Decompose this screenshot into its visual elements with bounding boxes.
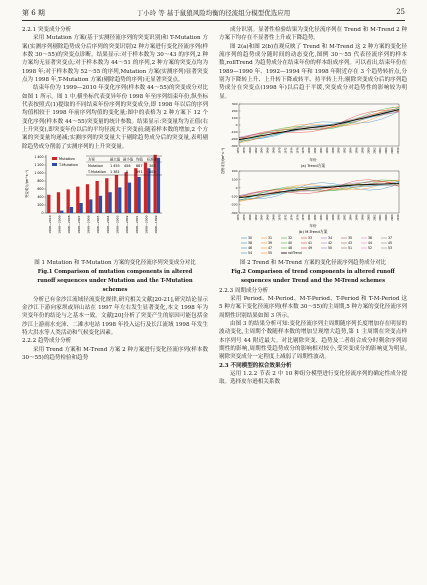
table-cell: 456	[124, 164, 131, 169]
x-tick-label: 1964	[260, 214, 264, 221]
y-tick-label: 100	[231, 177, 238, 182]
x-tick-label: 1998—2005	[96, 215, 101, 234]
x-tick-label: 2004	[379, 147, 383, 154]
x-tick-label: 1994	[349, 214, 353, 221]
x-tick-label: 1966	[266, 214, 270, 221]
section-heading: 2.2.3 周期成分分析	[219, 287, 269, 294]
bar-tmutation	[108, 192, 111, 213]
x-tick-label: 1992	[343, 147, 347, 154]
x-tick-label: 1998—1999	[154, 215, 159, 234]
table-cell: 403	[149, 170, 156, 175]
paragraph: 成分识别。显著性检验结果为变化径流序列在 Trend 和 M-Trend 2 种方案下均存在不显著性上升或下降趋势。	[219, 27, 407, 42]
y-tick-label: 100	[231, 116, 238, 121]
x-tick-label: 1968	[272, 147, 276, 154]
table-head-cell: 方案	[88, 157, 95, 162]
x-tick-label: 1998—2010	[47, 215, 52, 234]
x-tick-label: 2008	[391, 147, 395, 154]
legend-label: 54	[248, 251, 253, 256]
y-tick-label: 600	[37, 187, 44, 192]
x-tick-label: 1992	[343, 214, 347, 221]
y-tick-label: 200	[231, 169, 238, 174]
bar-tmutation	[89, 200, 92, 214]
legend-label: 45	[388, 241, 393, 246]
legend-label: 51	[348, 246, 353, 251]
x-tick-label: 1998	[361, 214, 365, 221]
table-head-cell: 最小值	[123, 157, 134, 162]
x-tick-label: 1958	[242, 147, 246, 154]
figure-1-caption-en: Fig.1 Comparison of mutation components in altered	[37, 268, 193, 275]
x-tick-label: 1976	[296, 214, 300, 221]
x-tick-label: 1990	[337, 147, 341, 154]
x-tick-label: 1970	[278, 214, 282, 221]
y-tick-label: 400	[37, 195, 44, 200]
x-tick-label: 2002	[373, 147, 377, 154]
panel-b-xlabel: 年份	[309, 224, 317, 229]
bar-mutation	[76, 187, 79, 213]
legend-label: 49	[308, 246, 313, 251]
legend-label: 30	[248, 236, 253, 241]
bar-mutation	[144, 163, 147, 213]
x-tick-label: 2010	[397, 147, 400, 154]
y-tick-label: 200	[37, 203, 44, 208]
series-line	[239, 107, 399, 142]
x-tick-label: 1962	[254, 147, 258, 154]
legend-label: 44	[368, 241, 373, 246]
y-tick-label: 1 000	[34, 171, 44, 176]
y-tick-label: -200	[230, 137, 238, 142]
x-tick-label: 1978	[302, 147, 306, 154]
bar-mutation	[86, 184, 89, 213]
y-tick-label: -300	[230, 211, 238, 216]
legend-label: 38	[248, 241, 253, 246]
x-tick-label: 2000	[367, 147, 371, 154]
legend-label: 48	[288, 246, 293, 251]
y-tick-label: 1 400	[34, 155, 44, 160]
table-cell: T-Mutation	[88, 170, 106, 175]
paragraph: 采用 Period、M-Period、M-T-Period、T-Period 和 T-M-Period 这 5 种方案下变化径流序列(样本数 30～55)的主周期,5 种方案的变化径流序列周期性识别结果如图 3 所示。	[219, 295, 407, 319]
x-tick-label: 2000	[367, 214, 371, 221]
legend-label: 41	[308, 241, 313, 246]
x-tick-label: 1990	[337, 214, 341, 221]
figure-2-line-charts	[219, 101, 407, 259]
left-column	[22, 26, 208, 582]
stats-table	[86, 156, 162, 175]
table-head-cell: 最大值	[110, 157, 121, 162]
plot-frame	[239, 104, 399, 146]
figure-1-bar-chart	[22, 151, 208, 259]
bar-mutation	[124, 172, 127, 213]
section-heading: 2.2.2 趋势成分分析	[22, 338, 72, 345]
table-cell: 1 381	[110, 170, 120, 175]
table-head-cell: 均值	[136, 157, 143, 162]
y-tick-label: 200	[231, 109, 238, 114]
x-tick-label: 1980	[308, 214, 312, 221]
x-tick-label: 1960	[248, 147, 252, 154]
figure-1-caption-en: runoff sequences under Mutation and the T-Mutation	[37, 277, 193, 284]
x-tick-label: 1994	[349, 147, 353, 154]
x-tick-label: 1982	[314, 214, 318, 221]
x-tick-label: 1998—2000	[144, 215, 149, 234]
panel-a	[231, 102, 400, 153]
y-tick-label: 0	[235, 185, 238, 190]
legend-label: 46	[248, 246, 253, 251]
bar-tmutation	[70, 207, 73, 213]
x-tick-label: 1984	[319, 214, 323, 221]
x-tick-label: 2006	[385, 214, 389, 221]
bar-tmutation	[128, 183, 131, 213]
table-cell: 887	[136, 164, 143, 169]
x-tick-label: 1998—2007	[76, 215, 81, 234]
legend	[241, 236, 392, 255]
y-tick-label: 1 200	[34, 163, 44, 168]
x-tick-label: 1998	[361, 147, 365, 154]
legend-label: 37	[388, 236, 393, 241]
figure-2-caption: 图 2 Trend 和 M-Trend 方案的变化径流序列趋势成分对比	[239, 260, 387, 267]
x-tick-label: 1986	[325, 147, 329, 154]
paragraph: 采用 Mutation 方案(基于实测径流序列的突变识别)和 T-Mutation 方案(实测序列剔除趋势成分后序列的突变识别)2 种方案进行变化径流序列(样本数 30～55)的突变点诊断。结果显示:对于样本数为 30～43 的序列,2 种方案均无显著突变点;对于样本数为 44～51 的序列,2 种方案的突变点均为 1998 年;对于样本数为 52～55 的序列,Mutation 方案(实测序列)显著突变点为 1998 年,T-Mutation 方案(剔除趋势的序列)无显著突变点。	[22, 35, 208, 84]
bar-mutation	[66, 190, 69, 214]
running-title: 丁小玲 等 基于鼠狼风险均衡的径流组分模型优选应用	[136, 9, 291, 17]
x-tick-label: 1964	[260, 147, 264, 154]
y-tick-label: -100	[230, 130, 238, 135]
figure-1-caption: 图 1 Mutation 和 T-Mutation 方案的变化径流序列突变成分对比	[34, 260, 196, 267]
legend-label: 50	[328, 246, 333, 251]
section-heading: 2.3 不同模型的拟合效果分析	[219, 362, 292, 369]
bar-mutation	[47, 195, 50, 213]
x-tick-label: 1986	[325, 214, 329, 221]
x-tick-label: 1958	[242, 214, 246, 221]
section-heading: 2.2.1 突变成分分析	[22, 27, 72, 33]
legend-label: 36	[368, 236, 373, 241]
legend-swatch-tmutation	[52, 163, 57, 166]
x-tick-label: 1966	[266, 147, 270, 154]
x-tick-label: 1988	[331, 214, 335, 221]
paragraph: 分析已有金沙江流域径流变化规律,研究相关文献[20-21],研究结论显示金沙江下游向家坝或屏山站在 1997 年左右发生显著变化,本文 1998 年为突变年份的结论与之基本一致。文献[20]分析了突变产生的原因可能包括金沙江上游雨水充沛、二滩水电站 1998 年投入运行及长江流域 1998 年发生特大洪水等人类活动和气候变化因素。	[22, 296, 208, 336]
x-tick-label: 1998—2009	[57, 215, 62, 234]
x-tick-label: 1998—2006	[86, 215, 91, 234]
bar-tmutation	[157, 158, 160, 213]
x-tick-label: 1956	[237, 214, 240, 221]
legend-label: 43	[348, 241, 353, 246]
x-tick-label: 1972	[284, 214, 288, 221]
legend-swatch-mutation	[52, 157, 57, 160]
series-line	[239, 108, 399, 141]
paragraph: 结束年份为 1999—2010 年变化序列(样本数 44～55)的突变成分对比如图 1 所示。图 1 中,横坐标代表变异年份 1998 年至序列结束年份,纵坐标代表按照式(1)提取的不同结束年份序列的突变成分,即 1998 年以后的序列均值相较于 1998 年前序列均值的变化量;图中的表格为 2 种方案下 12 个变化序列(样本数 44～55)突变量的统计参数。结果显示:突变量均为正值(右上升突变),即突变年份以后的平均径流大于突变前;随着样本数的增加,2 个方案的突变量均递减;实测序列的突变量大于剔除趋势成分后的突变量,表明剔除趋势成分削弱了实测序列的上升突变量。	[22, 85, 208, 150]
paragraph: 图 2(a)和图 2(b)直观反映了 Trend 和 M-Trend 这 2 种方案的变化径流序列的趋势成分随时间的动态变化,图例 30～55 代表径流序列的样本数,rollTrend 为趋势成分在结束年份的样本组成序列。可以看出,结束年份在 1989—1990 年、1992—1994 年和 1998 年附近存在 3 个趋势转折点,分别为下降转上升、上升转下降或转平、持平转上升;剔除突变成分后的序列趋势成分在突变点(1998 年)以后趋于平缓,突变成分对趋势性的影响较为明显。	[219, 43, 407, 100]
x-tick-label: 2004	[379, 214, 383, 221]
table-cell: 309	[149, 164, 156, 169]
x-tick-label: 1974	[290, 214, 294, 221]
bar-mutation	[57, 192, 60, 213]
paragraph: 运用 1.2.2 节表 2 中 10 种组分模型进行变化径流序列的确定性成分提取。选择皮尔逊相关系数	[219, 370, 407, 386]
x-tick-label: 1956	[237, 147, 240, 154]
legend-label: 47	[268, 246, 273, 251]
x-tick-label: 1980	[308, 147, 312, 154]
bar-mutation	[115, 175, 118, 213]
legend-label: 39	[268, 241, 273, 246]
x-tick-label: 1996	[355, 147, 359, 154]
x-tick-label: 1998—2003	[115, 215, 120, 234]
figure-2-caption-en: sequences under Trend and the M-Trend schemes	[240, 277, 386, 284]
bar-tmutation	[118, 188, 121, 214]
panel-b-label: (b) M-Trend方案	[298, 229, 328, 235]
x-tick-label: 1968	[272, 214, 276, 221]
x-tick-label: 1982	[314, 147, 318, 154]
y-tick-label: 800	[37, 179, 44, 184]
legend-label: 55	[268, 251, 273, 256]
y-tick-label: 0	[41, 211, 44, 216]
legend-label: 52	[368, 246, 373, 251]
x-tick-label: 1998—2008	[67, 215, 72, 234]
paragraph: 采用 Trend 方案和 M-Trend 方案 2 种方案进行变化径流序列(样本数 30～55)的趋势检验和趋势	[22, 346, 208, 361]
bar-tmutation	[79, 203, 82, 213]
y-tick-label: -300	[230, 144, 238, 149]
series-line	[239, 182, 399, 198]
legend-label-tmutation: T-Mutation	[59, 163, 79, 168]
legend-label: 31	[268, 236, 273, 241]
y-tick-label: -200	[230, 202, 238, 207]
x-tick-label: 1960	[248, 214, 252, 221]
legend-label: rollTrend	[288, 251, 302, 256]
legend-label: 32	[288, 236, 293, 241]
panel-a-xlabel: 年份	[309, 158, 317, 163]
x-tick-label: 1972	[284, 147, 288, 154]
bar-tmutation	[137, 177, 140, 213]
x-tick-label: 2006	[385, 147, 389, 154]
paragraph: 由图 3 的结果分析可知:变化径流序列主周期随序列长度增加存在明显的波动变化,主周期个数随样本数的增加呈现增大趋势,第 1 主周期在突变点样本序列号 44 附近最大。对比剔除突变、趋势及二者组合成分时剩余序列周期性的影响,周期性受趋势成分的影响相对较小,受突变成分的影响更为明显,剔除突变成分一定程度上减弱了周期性波动。	[219, 320, 407, 361]
legend-label: 35	[348, 236, 353, 241]
x-tick-label: 1962	[254, 214, 258, 221]
x-tick-label: 1998—2001	[134, 215, 139, 234]
y-axis-label: 趋势成分/(m³·s⁻¹)	[221, 147, 225, 175]
table-cell: 1 455	[110, 164, 120, 169]
legend-label: 34	[328, 236, 333, 241]
x-tick-label: 1978	[302, 214, 306, 221]
figure-1-caption-en: schemes	[102, 286, 128, 293]
x-tick-label: 1996	[355, 214, 359, 221]
legend-label: 33	[308, 236, 313, 241]
table-cell: 0	[126, 170, 129, 175]
x-tick-label: 2008	[391, 214, 395, 221]
x-tick-label: 1970	[278, 147, 282, 154]
y-tick-label: 300	[231, 102, 238, 107]
panel-a-label: (a) Trend方案	[300, 163, 326, 169]
series-line	[239, 107, 399, 141]
x-tick-label: 1998—2002	[125, 215, 130, 234]
x-tick-label: 1988	[331, 147, 335, 154]
table-cell: 591	[136, 170, 143, 175]
legend-label-mutation: Mutation	[59, 157, 75, 162]
right-column	[219, 26, 407, 582]
x-tick-label: 1984	[319, 147, 323, 154]
y-tick-label: -100	[230, 194, 238, 199]
figure-2-caption-en: Fig.2 Comparison of trend components in altered runoff	[231, 268, 395, 275]
bar-mutation	[95, 181, 98, 213]
panel-b	[231, 169, 400, 220]
x-tick-label: 2010	[397, 214, 400, 221]
x-tick-label: 1976	[296, 147, 300, 154]
table-cell: Mutation	[88, 164, 103, 169]
legend-label: 40	[288, 241, 293, 246]
bar-tmutation	[60, 211, 63, 213]
x-tick-label: 1998—2004	[105, 215, 110, 234]
running-header	[22, 6, 405, 21]
page-number: 25	[396, 8, 405, 16]
table-head-cell: 标准差	[147, 157, 158, 162]
series-line	[239, 183, 399, 196]
issue-number: 第 6 期	[22, 9, 45, 17]
bar-tmutation	[99, 196, 102, 213]
bar-mutation	[105, 178, 108, 213]
legend-label: 53	[388, 246, 393, 251]
legend-label: 42	[328, 241, 333, 246]
y-tick-label: 0	[235, 123, 238, 128]
x-tick-label: 1974	[290, 147, 294, 154]
y-axis-label: 突变成分/(m³·s⁻¹)	[25, 170, 29, 199]
x-tick-label: 2002	[373, 214, 377, 221]
